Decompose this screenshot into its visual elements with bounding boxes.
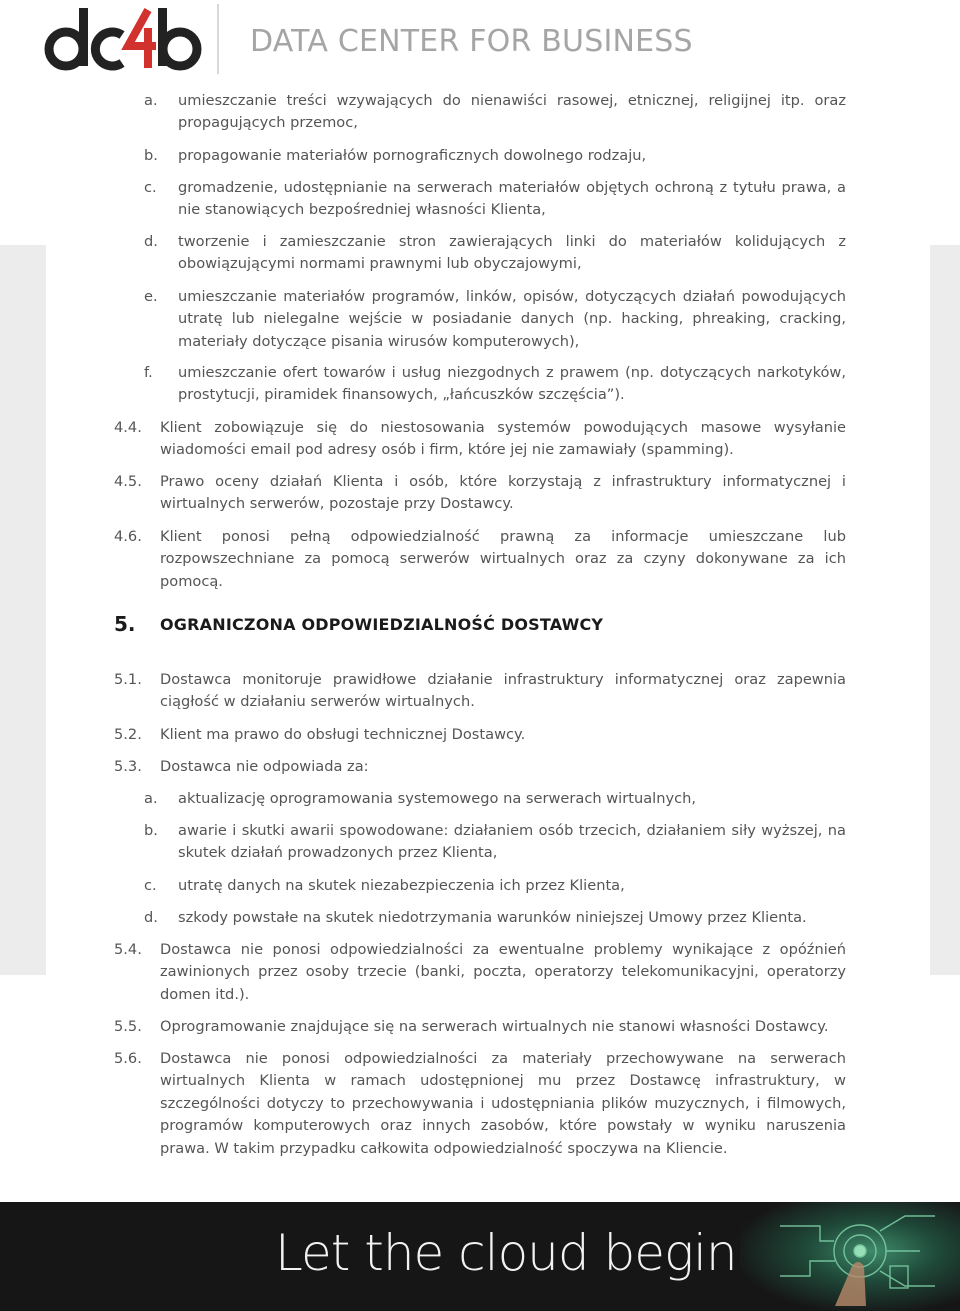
list-item: [144, 90, 846, 135]
clause-text: Prawo oceny działań Klienta i osób, które korzystają z infrastruktury informatycznej i wirtualnych serwerów, pozostaje przy Dostawcy.: [160, 473, 846, 513]
clause-text: Klient ma prawo do obsługi technicznej Dostawcy.: [160, 726, 526, 743]
list-item-text: aktualizację oprogramowania systemowego na serwerach wirtualnych,: [178, 790, 697, 807]
section-heading: [114, 612, 846, 642]
list-item-marker: e.: [144, 288, 158, 305]
header-title: DATA CENTER FOR BUSINESS: [250, 24, 693, 59]
list-item-marker: f.: [144, 364, 153, 381]
list-item-marker: c.: [144, 877, 157, 894]
list-item-text: tworzenie i zamieszczanie stron zawierających linki do materiałów kolidujących z obowiązującymi normami prawnymi lub obyczajowymi,: [178, 233, 846, 273]
clause: [114, 1048, 846, 1161]
clause-text: Dostawca nie odpowiada za:: [160, 758, 369, 775]
clause-number: 5.6.: [114, 1050, 142, 1067]
list-item-marker: a.: [144, 92, 158, 109]
list-item-text: utratę danych na skutek niezabezpieczenia ich przez Klienta,: [178, 877, 625, 894]
dc4b-logo: [44, 4, 204, 74]
section-number: 5.: [114, 612, 136, 636]
list-item-marker: b.: [144, 147, 158, 164]
left-side-band: [0, 245, 46, 975]
list-item-marker: c.: [144, 179, 157, 196]
list-item-text: gromadzenie, udostępnianie na serwerach materiałów objętych ochroną z tytułu prawa, a nie stanowiących bezpośredniej własności Klienta,: [178, 179, 846, 219]
list-item-text: umieszczanie treści wzywających do nienawiści rasowej, etnicznej, religijnej itp. oraz propagujących przemoc,: [178, 92, 846, 132]
list-item: [144, 145, 846, 168]
clause-number: 5.4.: [114, 941, 142, 958]
section-title: OGRANICZONA ODPOWIEDZIALNOŚĆ DOSTAWCY: [160, 615, 604, 634]
circuit-hand-graphic: [740, 1206, 940, 1306]
list-item: [144, 177, 846, 222]
clause: [114, 471, 846, 516]
clause-number: 4.6.: [114, 528, 142, 545]
list-item: [144, 820, 846, 865]
list-item-text: umieszczanie ofert towarów i usług niezgodnych z prawem (np. dotyczących narkotyków, prostytucji, piramidek finansowych, „łańcuszków szczęścia”).: [178, 364, 846, 404]
list-item: [144, 286, 846, 354]
list-item: [144, 788, 846, 811]
list-item: [144, 231, 846, 276]
clause: [114, 939, 846, 1007]
clause-number: 5.3.: [114, 758, 142, 775]
clause-text: Oprogramowanie znajdujące się na serwerach wirtualnych nie stanowi własności Dostawcy.: [160, 1018, 829, 1035]
page-footer: [0, 1202, 960, 1311]
list-item-marker: a.: [144, 790, 158, 807]
list-item-text: propagowanie materiałów pornograficznych dowolnego rodzaju,: [178, 147, 647, 164]
clause-number: 5.2.: [114, 726, 142, 743]
footer-slogan: Let the cloud begin: [275, 1224, 737, 1282]
clause: [114, 417, 846, 462]
clause-text: Dostawca nie ponosi odpowiedzialności za materiały przechowywane na serwerach wirtualnych Klienta w ramach udostępnionej mu przez Dostawcę infrastruktury, w szczególności dotyczy to przechowywania i udostępniania plików muzycznych, i filmowych, programów komputerowych oraz innych zasobów, które powstały w wyniku naruszenia prawa. W takim przypadku całkowita odpowiedzialność spoczywa na Kliencie.: [160, 1050, 846, 1157]
clause-text: Klient zobowiązuje się do niestosowania systemów powodujących masowe wysyłanie wiadomości email pod adresy osób i firm, które jej nie zamawiały (spamming).: [160, 419, 846, 459]
clause: [114, 756, 846, 779]
clause-number: 4.4.: [114, 419, 142, 436]
clause-text: Dostawca nie ponosi odpowiedzialności za ewentualne problemy wynikające z opóźnień zawinionych przez osoby trzecie (banki, poczta, operatorzy telekomunikacyjni, operatorzy domen itd.).: [160, 941, 846, 1003]
clause-number: 5.1.: [114, 671, 142, 688]
clause-number: 4.5.: [114, 473, 142, 490]
clause-text: Dostawca monitoruje prawidłowe działanie infrastruktury informatycznej oraz zapewnia ciągłość w działaniu serwerów wirtualnych.: [160, 671, 846, 711]
list-item-marker: b.: [144, 822, 158, 839]
clause: [114, 669, 846, 714]
clause-number: 5.5.: [114, 1018, 142, 1035]
list-item-text: szkody powstałe na skutek niedotrzymania warunków niniejszej Umowy przez Klienta.: [178, 909, 807, 926]
clause-text: Klient ponosi pełną odpowiedzialność prawną za informacje umieszczane lub rozpowszechniane za pomocą serwerów wirtualnych oraz za czyny dokonywane za ich pomocą.: [160, 528, 846, 590]
list-item: [144, 907, 846, 930]
list-item-marker: d.: [144, 233, 158, 250]
page-header: [0, 0, 960, 80]
list-item-text: umieszczanie materiałów programów, linków, opisów, dotyczących działań powodujących utratę lub nielegalne wejście w posiadanie danych (np. hacking, phreaking, cracking, materiały dotyczące pisania wirusów komputerowych),: [178, 288, 846, 350]
clause: [114, 1016, 846, 1039]
list-item-marker: d.: [144, 909, 158, 926]
list-item-text: awarie i skutki awarii spowodowane: działaniem osób trzecich, działaniem siły wyższej, na skutek działań prowadzonych przez Klienta,: [178, 822, 846, 862]
right-side-band: [930, 245, 960, 975]
list-item: [144, 362, 846, 407]
clause: [114, 724, 846, 747]
header-divider: [217, 4, 219, 74]
clause: [114, 526, 846, 590]
list-item: [144, 875, 846, 898]
